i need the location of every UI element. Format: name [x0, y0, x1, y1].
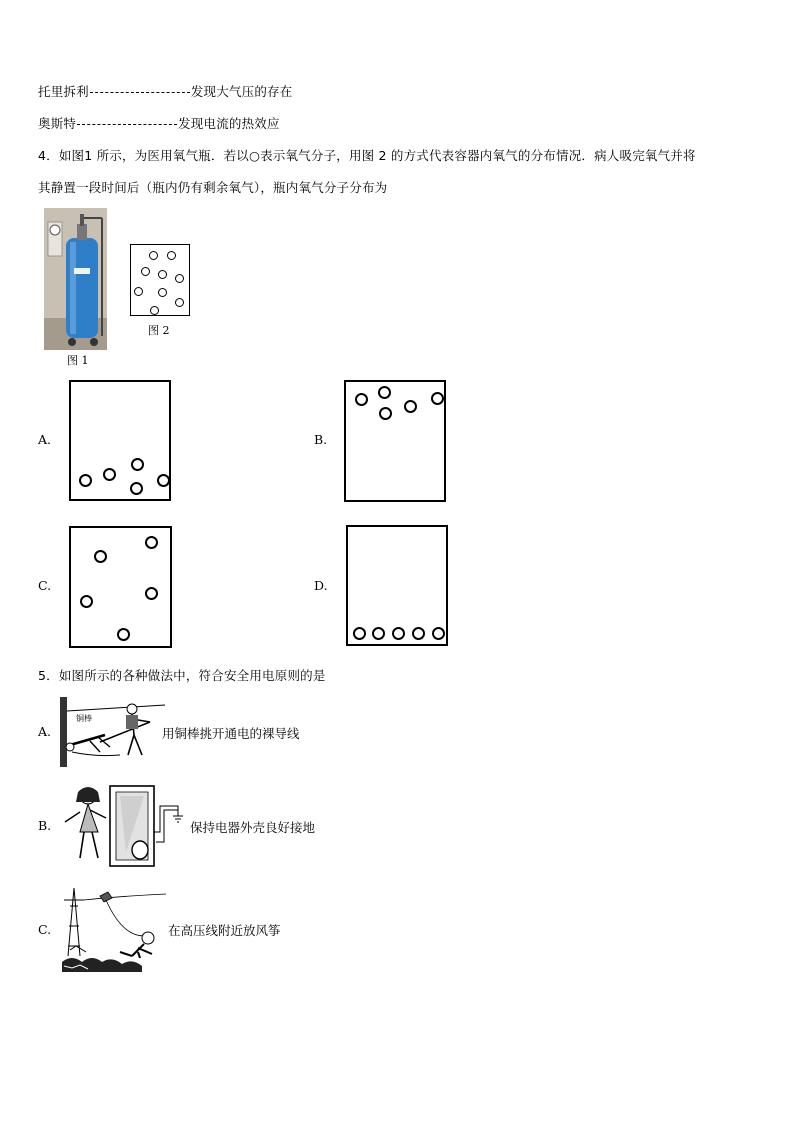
molecule [94, 550, 107, 563]
molecule [379, 407, 392, 420]
kite-illustration [62, 886, 168, 972]
discovery-text: 发现电流的热效应 [178, 116, 280, 131]
q5-text: 5．如图所示的各种做法中，符合安全用电原则的是 [38, 668, 326, 683]
option-d-box[interactable] [346, 525, 448, 646]
molecule [157, 474, 170, 487]
q5-option-a-label[interactable]: A. [38, 724, 52, 739]
option-c-label[interactable]: C. [38, 578, 52, 593]
molecule [103, 468, 116, 481]
molecule [150, 306, 159, 315]
torricelli-line [38, 82, 292, 100]
option-b-box[interactable] [344, 380, 446, 502]
molecule [432, 627, 445, 640]
scientist-name: 托里拆利 [38, 84, 89, 99]
discovery-text: 发现大气压的存在 [190, 84, 293, 99]
molecule [175, 298, 184, 307]
molecule [412, 627, 425, 640]
copper-rod-label: 铜棒 [76, 714, 92, 723]
molecule [141, 267, 150, 276]
molecule [404, 400, 417, 413]
molecule [355, 393, 368, 406]
molecule [431, 392, 444, 405]
molecule [145, 587, 158, 600]
scientist-name: 奥斯特 [38, 116, 77, 131]
option-c-box[interactable] [69, 526, 172, 648]
molecule [167, 251, 176, 260]
oxygen-cylinder-figure [44, 208, 107, 350]
molecule [353, 627, 366, 640]
molecule [149, 251, 158, 260]
oxygen-cylinder-image [44, 208, 107, 350]
molecule [378, 386, 391, 399]
oersted-line [38, 114, 280, 132]
molecule [79, 474, 92, 487]
molecule [372, 627, 385, 640]
molecule [117, 628, 130, 641]
molecule [392, 627, 405, 640]
molecule [158, 270, 167, 279]
q5-option-b-desc: 保持电器外壳良好接地 [190, 820, 316, 835]
copper-rod-illustration [60, 697, 166, 767]
molecule [130, 482, 143, 495]
q5-option-c-desc: 在高压线附近放风筝 [168, 923, 281, 938]
option-d-label[interactable]: D. [314, 578, 328, 593]
grounding-illustration [60, 782, 190, 868]
molecule [131, 458, 144, 471]
option-a-label[interactable]: A. [38, 432, 52, 447]
molecule [175, 274, 184, 283]
molecule [145, 536, 158, 549]
q4-text-line2: 其静置一段时间后（瓶内仍有剩余氧气），瓶内氧气分子分布为 [38, 180, 388, 195]
fig2-molecule-box [130, 244, 190, 316]
option-b-label[interactable]: B. [314, 432, 328, 447]
q5-option-b-label[interactable]: B. [38, 818, 52, 833]
q4-text-line1: 4．如图1 所示，为医用氧气瓶．若以○表示氧气分子，用图 2 的方式代表容器内氧气的分布情况．病人吸完氧气并将 [38, 148, 696, 163]
fig2-caption: 图 2 [148, 324, 170, 337]
molecule [158, 288, 167, 297]
molecule [134, 287, 143, 296]
molecule [80, 595, 93, 608]
q5-option-a-desc: 用铜棒挑开通电的裸导线 [162, 726, 300, 741]
q5-option-c-label[interactable]: C. [38, 922, 52, 937]
option-a-box[interactable] [69, 380, 171, 501]
fig1-caption: 图 1 [67, 354, 89, 367]
